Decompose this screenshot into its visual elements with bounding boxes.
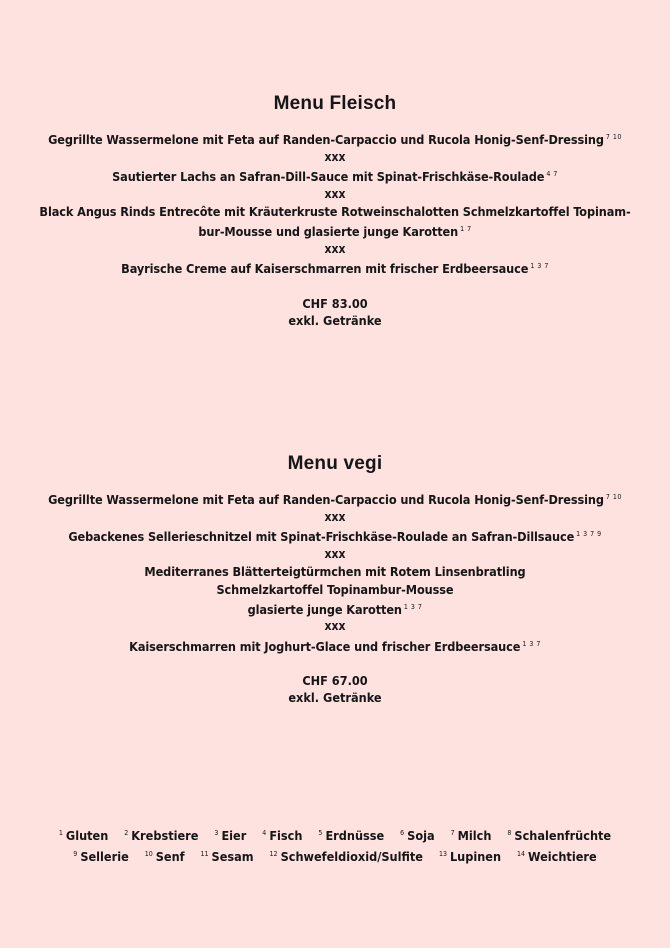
allergen-name: Gluten	[65, 828, 109, 843]
meat-course-3	[0, 203, 670, 240]
allergen-item	[507, 828, 611, 843]
allergen-number: 4	[262, 829, 267, 837]
vegi-menu-price: CHF 67.00	[302, 673, 368, 689]
course-separator: xxx	[324, 546, 346, 561]
allergen-name: Eier	[221, 828, 247, 843]
allergen-number: 2	[124, 829, 129, 837]
vegi-menu-note: exkl. Getränke	[288, 690, 382, 706]
course-text-line2: Schmelzkartoffel Topinambur-Mousse	[216, 581, 454, 597]
course-text: Kaiserschmarren mit Joghurt-Glace und frischer Erdbeersauce	[129, 638, 521, 654]
allergen-number: 12	[269, 850, 278, 858]
allergen-name: Schalenfrüchte	[514, 828, 612, 843]
allergen-number: 5	[318, 829, 323, 837]
course-text: Sautierter Lachs an Safran-Dill-Sauce mit Spinat-Frischkäse-Roulade	[112, 169, 545, 185]
allergen-number: 8	[507, 829, 512, 837]
allergen-number: 3	[214, 829, 219, 837]
allergen-item	[400, 828, 435, 843]
course-text-line1: Black Angus Rinds Entrecôte mit Kräuterkruste Rotweinschalotten Schmelzkartoffel Topinam-	[39, 204, 631, 220]
vegi-course-3	[0, 563, 670, 618]
course-text-line2: bur-Mousse und glasierte junge Karotten	[198, 223, 459, 239]
allergen-name: Erdnüsse	[325, 828, 385, 843]
allergen-number: 10	[144, 850, 153, 858]
allergen-number: 6	[400, 829, 405, 837]
allergen-legend-row-2	[0, 845, 670, 866]
meat-menu-title: Menu Fleisch	[273, 93, 397, 114]
allergen-name: Weichtiere	[528, 849, 597, 864]
course-text: Gegrillte Wassermelone mit Feta auf Randen-Carpaccio und Rucola Honig-Senf-Dressing	[48, 492, 604, 507]
meat-menu-note: exkl. Getränke	[288, 312, 382, 328]
allergen-item	[318, 828, 384, 843]
allergen-refs: 7 10	[605, 493, 622, 501]
allergen-refs: 1 3 7	[530, 262, 549, 271]
allergen-name: Sellerie	[80, 849, 129, 864]
allergen-number: 13	[438, 850, 447, 858]
allergen-item	[145, 849, 185, 864]
course-text: Bayrische Creme auf Kaiserschmarren mit frischer Erdbeersauce	[121, 261, 529, 277]
allergen-number: 7	[450, 829, 455, 837]
allergen-refs: 1 3 7 9	[576, 530, 602, 539]
course-separator: xxx	[324, 619, 346, 634]
meat-course-2	[0, 166, 670, 186]
allergen-name: Senf	[155, 849, 185, 864]
course-text: Gegrillte Wassermelone mit Feta auf Randen-Carpaccio und Rucola Honig-Senf-Dressing	[48, 132, 604, 147]
allergen-number: 11	[200, 850, 209, 858]
allergen-name: Sesam	[211, 849, 254, 864]
vegi-course-2	[0, 526, 670, 546]
allergen-name: Schwefeldioxid/Sulfite	[280, 849, 423, 864]
meat-menu-section	[0, 93, 670, 329]
allergen-name: Milch	[457, 828, 492, 843]
vegi-course-4	[0, 636, 670, 656]
course-separator: xxx	[324, 241, 346, 256]
allergen-number: 9	[73, 850, 78, 858]
course-text: Gebackenes Sellerieschnitzel mit Spinat-Frischkäse-Roulade an Safran-Dillsauce	[68, 529, 575, 545]
vegi-menu-section	[0, 453, 670, 706]
allergen-refs: 1 3 7	[403, 602, 423, 611]
allergen-number: 1	[58, 829, 63, 837]
allergen-refs: 1 3 7	[522, 639, 541, 648]
vegi-menu-title: Menu vegi	[287, 453, 383, 474]
meat-course-1	[0, 129, 670, 149]
allergen-number: 14	[517, 850, 526, 858]
course-separator: xxx	[324, 186, 346, 201]
allergen-item	[439, 849, 501, 864]
allergen-item	[59, 828, 108, 843]
allergen-legend	[0, 824, 670, 866]
course-text-line1: Mediterranes Blätterteigtürmchen mit Rotem Linsenbratling	[144, 564, 526, 580]
allergen-item	[201, 849, 254, 864]
allergen-item	[517, 849, 597, 864]
allergen-item	[214, 828, 246, 843]
allergen-refs: 7 10	[605, 133, 622, 141]
allergen-name: Soja	[407, 828, 435, 843]
meat-course-4	[0, 258, 670, 278]
allergen-name: Lupinen	[449, 849, 502, 864]
allergen-item	[124, 828, 198, 843]
course-separator: xxx	[324, 149, 346, 164]
allergen-item	[73, 849, 128, 864]
allergen-name: Krebstiere	[131, 828, 199, 843]
course-separator: xxx	[324, 509, 346, 524]
vegi-course-1	[0, 489, 670, 509]
allergen-refs: 4 7	[546, 170, 558, 179]
allergen-name: Fisch	[269, 828, 303, 843]
allergen-item	[270, 849, 423, 864]
meat-menu-price: CHF 83.00	[302, 295, 368, 311]
allergen-item	[262, 828, 302, 843]
course-text-line3: glasierte junge Karotten	[247, 601, 402, 617]
allergen-legend-row-1	[0, 824, 670, 845]
allergen-refs: 1 7	[460, 224, 472, 233]
allergen-item	[451, 828, 492, 843]
